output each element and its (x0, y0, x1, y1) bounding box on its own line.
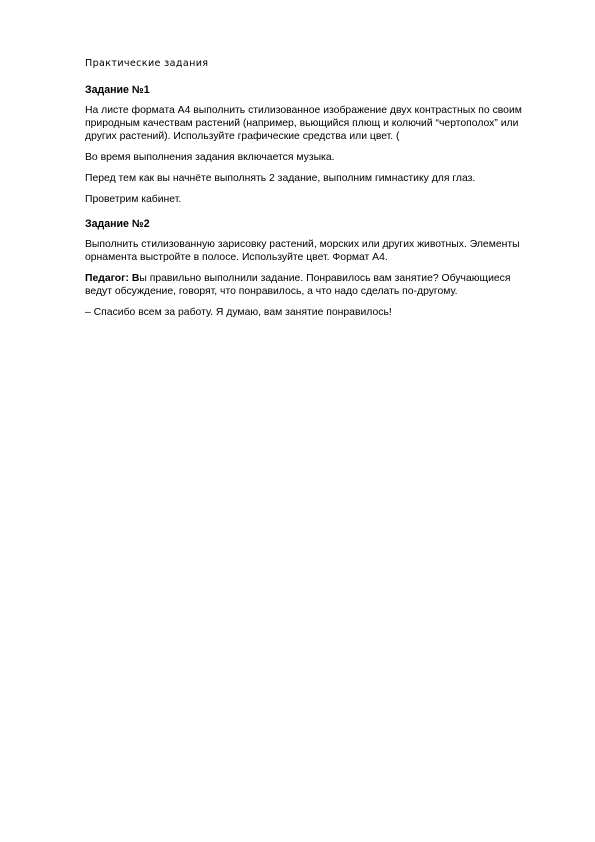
ventilation-note: Проветрим кабинет. (85, 194, 182, 205)
closing-remark: – Спасибо всем за работу. Я думаю, вам занятие понравилось! (85, 307, 392, 318)
task-1-heading: Задание №1 (85, 84, 150, 96)
document-title: Практические задания (85, 58, 209, 69)
task-2-description: Выполнить стилизованную зарисовку растений, морских или других животных. Элементы орнамента выстройте в полосе. Используйте цвет. Формат А4. (85, 239, 520, 263)
document-content (85, 57, 525, 327)
teacher-text: ы правильно выполнили задание. Понравилось вам занятие? Обучающиеся ведут обсуждение, говорят, что понравилось, а что надо сделать по-другому. (85, 273, 511, 297)
teacher-first-letter: В (131, 273, 140, 284)
task-1-description: На листе формата А4 выполнить стилизованное изображение двух контрастных по своим природным качествам растений (например, вьющийся плющ и колючий “чертополох” или других растений). Используйте графические средства или цвет. ( (85, 105, 522, 142)
gymnastics-note: Перед тем как вы начнёте выполнять 2 задание, выполним гимнастику для глаз. (85, 173, 476, 184)
task-2-heading: Задание №2 (85, 218, 150, 230)
teacher-label: Педагог: (85, 273, 129, 284)
teacher-remark (85, 272, 525, 298)
music-note: Во время выполнения задания включается музыка. (85, 152, 335, 163)
